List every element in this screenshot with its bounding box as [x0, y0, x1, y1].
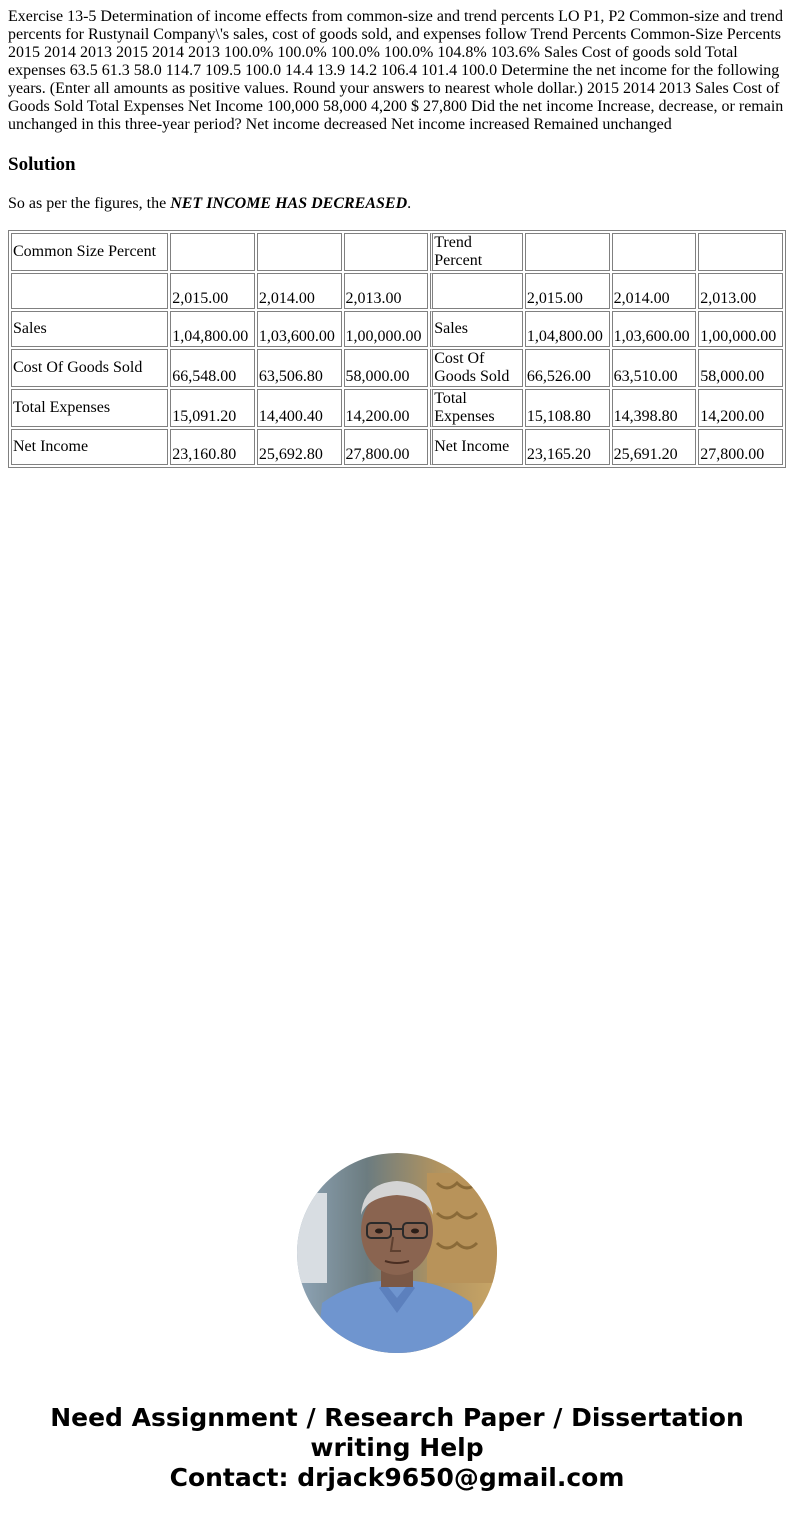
table-cell: [698, 233, 783, 271]
table-cell: Net Income: [11, 429, 168, 465]
table-cell: 2,013.00: [698, 273, 783, 309]
table-cell: 58,000.00: [344, 349, 429, 387]
promo-contact: Contact: drjack9650@gmail.com: [169, 1463, 625, 1492]
table-cell: 2,014.00: [257, 273, 342, 309]
table-row: [11, 349, 783, 387]
table-cell: 25,692.80: [257, 429, 342, 465]
table-cell: 2,015.00: [525, 273, 610, 309]
table-cell: Sales: [11, 311, 168, 347]
table-row: [11, 311, 783, 347]
table-row: [11, 429, 783, 465]
table-cell: 23,160.80: [170, 429, 255, 465]
table-cell: 1,00,000.00: [698, 311, 783, 347]
table-cell: 66,548.00: [170, 349, 255, 387]
solution-text-suffix: .: [407, 195, 412, 212]
table-cell: 1,04,800.00: [170, 311, 255, 347]
results-table: [8, 230, 786, 468]
table-cell: 1,03,600.00: [257, 311, 342, 347]
table-cell: Cost Of Goods Sold: [11, 349, 168, 387]
table-cell: Total Expenses: [430, 389, 523, 427]
table-cell: 2,014.00: [612, 273, 697, 309]
solution-emphasis: NET INCOME HAS DECREASED: [170, 195, 408, 212]
promo-line-1: Need Assignment / Research Paper / Dissertation: [50, 1403, 744, 1432]
table-cell: 14,398.80: [612, 389, 697, 427]
solution-text: [8, 195, 786, 213]
table-cell: [344, 233, 429, 271]
table-cell: [430, 273, 523, 309]
solution-text-prefix: So as per the figures, the: [8, 195, 171, 212]
table-cell: 2,015.00: [170, 273, 255, 309]
table-cell: 23,165.20: [525, 429, 610, 465]
table-cell: [612, 233, 697, 271]
table-cell: 1,00,000.00: [344, 311, 429, 347]
promo-line-2: writing Help: [310, 1433, 484, 1462]
table-cell: 63,510.00: [612, 349, 697, 387]
table-cell: 15,091.20: [170, 389, 255, 427]
table-cell: 27,800.00: [344, 429, 429, 465]
solution-heading: Solution: [8, 154, 76, 175]
table-row: [11, 233, 783, 271]
table-cell: 63,506.80: [257, 349, 342, 387]
page-content: [0, 0, 794, 468]
table-cell: [11, 273, 168, 309]
table-cell: 14,200.00: [698, 389, 783, 427]
table-cell: 58,000.00: [698, 349, 783, 387]
table-cell: 25,691.20: [612, 429, 697, 465]
exercise-question: Exercise 13-5 Determination of income effects from common-size and trend percents LO P1, P2 Common-size and trend percents for Rustynail Company\'s sales, cost of goods sold, and expenses follow Trend Percents Common-Size Percents 2015 2014 2013 2015 2014 2013 100.0% 100.0% 100.0% 100.0% 104.8% 103.6% Sales Cost of goods sold Total expenses 63.5 61.3 58.0 114.7 109.5 100.0 14.4 13.9 14.2 106.4 101.4 100.0 Determine the net income for the following years. (Enter all amounts as positive values. Round your answers to nearest whole dollar.) 2015 2014 2013 Sales Cost of Goods Sold Total Expenses Net Income 100,000 58,000 4,200 $ 27,800 Did the net income Increase, decrease, or remain unchanged in this three-year period? Net income decreased Net income increased Remained unchanged: [8, 8, 784, 133]
portrait-image: [297, 1153, 497, 1353]
table-cell: 2,013.00: [344, 273, 429, 309]
promo-text: [0, 1403, 794, 1493]
table-cell: 66,526.00: [525, 349, 610, 387]
table-row: [11, 273, 783, 309]
table-cell: Total Expenses: [11, 389, 168, 427]
table-cell: 1,04,800.00: [525, 311, 610, 347]
avatar: [297, 1153, 497, 1353]
table-cell: 1,03,600.00: [612, 311, 697, 347]
table-cell: [170, 233, 255, 271]
table-cell: Net Income: [430, 429, 523, 465]
table-cell: Trend Percent: [430, 233, 523, 271]
table-cell: 27,800.00: [698, 429, 783, 465]
table-cell: [257, 233, 342, 271]
table-cell: 14,200.00: [344, 389, 429, 427]
table-cell: [525, 233, 610, 271]
table-cell: Sales: [430, 311, 523, 347]
table-cell: Cost Of Goods Sold: [430, 349, 523, 387]
table-cell: Common Size Percent: [11, 233, 168, 271]
table-cell: 14,400.40: [257, 389, 342, 427]
table-row: [11, 389, 783, 427]
table-cell: 15,108.80: [525, 389, 610, 427]
